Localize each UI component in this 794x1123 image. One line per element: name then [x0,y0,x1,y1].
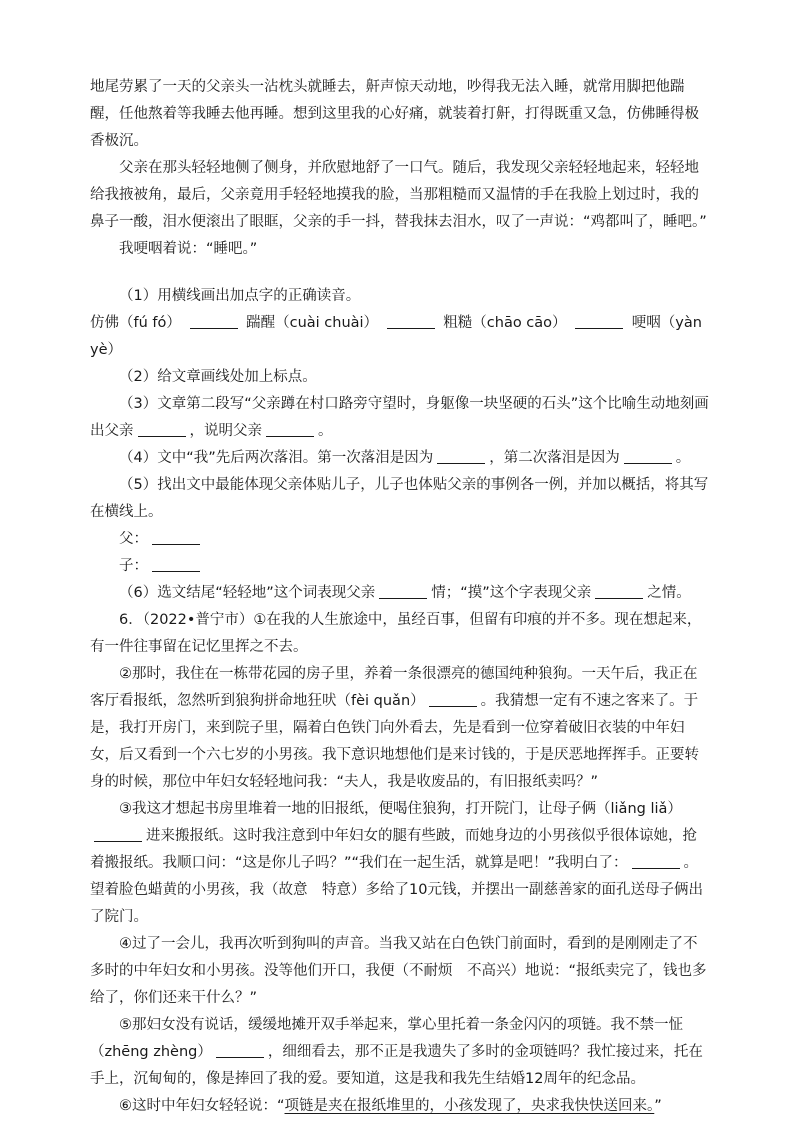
answer-blank[interactable] [266,422,314,437]
passage-paragraph-2: 父亲在那头轻轻地侧了侧身，并欣慰地舒了一口气。随后，我发现父亲轻轻地起来，轻轻地给我掖被角，最后，父亲竟用手轻轻地摸我的脸，当那粗糙而又温情的手在我脸上划过时，我的鼻子一酸，泪水便滚出了眼眶，父亲的手一抖，替我抹去泪水，叹了一声说：“鸡都叫了，睡吧。” [90,160,707,230]
item6-p2-text-b: 。我猜想一定有不速之客来了。于是，我打开房门，来到院子里，隔着白色铁门向外看去，先是看到一位穿着破旧衣装的中年妇女，后又看到一个六七岁的小男孩。我下意识地想他们是来讨钱的，于是厌恶地挥挥手。正要转身的时候，那位中年妇女轻轻地问我：“夫人，我是收废品的，有旧报纸卖吗？” [90,693,699,790]
option-cucao: 粗糙（chāo cāo） [443,315,567,331]
answer-blank[interactable] [429,692,477,707]
spacer [90,263,710,283]
question-3-text-a: （3）文章第二段写“父亲蹲在村口路旁守望时，身躯像一块坚硬的石头”这个比喻生动地刻画出父亲 [90,396,709,439]
answer-blank[interactable] [595,584,643,599]
document-page [90,74,710,1120]
item6-paragraph-4: ④过了一会儿，我再次听到狗叫的声音。当我又站在白色铁门前面时，看到的是刚刚走了不多时的中年妇女和小男孩。没等他们开口，我便（不耐烦 不高兴）地说：“报纸卖完了，钱也多给了，你们还来干什么？” [90,936,707,1006]
item6-p3-text-a: ③我这才想起书房里堆着一地的旧报纸，便喝住狼狗，打开院门，让母子俩（liǎng liǎ） [119,801,682,817]
answer-blank[interactable] [379,584,427,599]
father-label: 父： [119,531,148,547]
option-chuaixing: 踹醒（cuài chuài） [246,315,379,331]
option-fangfu: 仿佛（fú fó） [90,315,181,331]
answer-blank[interactable] [575,314,623,329]
item6-p5-text-b: ，细细看去，那不正是我遗失了多时的金项链吗？我忙接过来，托在手上，沉甸甸的，像是捧回了我的爱。要知道，这是我和我先生结婚12周年的纪念品。 [90,1044,703,1087]
son-label: 子： [119,558,148,574]
answer-blank[interactable] [190,314,238,329]
item6-p3-text-c: 。望着脸色蜡黄的小男孩，我（故意 特意）多给了10元钱，并摆出一副慈善家的面孔送母子俩出了院门。 [90,855,703,925]
question-5-father-line [90,526,710,553]
question-6 [90,580,710,607]
answer-blank[interactable] [94,827,142,842]
question-4-text-b: ，第二次落泪是因为 [489,450,620,466]
answer-blank[interactable] [138,422,186,437]
item6-paragraph-6 [90,1093,710,1120]
answer-blank[interactable] [152,557,200,572]
answer-blank[interactable] [387,314,435,329]
option-gengye: 哽咽（yàn yè） [90,315,702,358]
question-5-son-line [90,553,710,580]
item6-heading: 6．（2022•普宁市）①在我的人生旅途中，虽经百事，但留有印痕的并不多。现在想起来，有一件往事留在记忆里挥之不去。 [90,612,702,655]
answer-blank[interactable] [624,449,672,464]
answer-blank[interactable] [152,530,200,545]
underlined-sentence: 项链是夹在报纸堆里的，小孩发现了，央求我快快送回来。 [284,1098,655,1114]
item6-p2-text-a: ②那时，我住在一栋带花园的房子里，养着一条很漂亮的德国纯种狼狗。一天午后，我正在客厅看报纸，忽然听到狼狗拼命地狂吠（fèi quǎn） [90,666,698,709]
item6-p6-text-a: ⑥这时中年妇女轻轻说：“ [119,1098,285,1114]
question-4 [90,445,710,472]
question-1: （1）用横线画出加点字的正确读音。 [119,288,361,304]
item6-p5-text-a: ⑤那妇女没有说话，缓缓地摊开双手举起来，掌心里托着一条金闪闪的项链。我不禁一怔（zhēng zhèng） [90,1017,683,1060]
question-2: （2）给文章画线处加上标点。 [119,369,317,385]
question-6-text-c: 之情。 [647,585,691,601]
passage-paragraph-3: 我哽咽着说：“睡吧。” [119,241,258,257]
question-6-text-b: 情；“摸”这个字表现父亲 [431,585,592,601]
question-6-text-a: （6）选文结尾“轻轻地”这个词表现父亲 [119,585,376,601]
question-4-text-a: （4）文中“我”先后两次落泪。第一次落泪是因为 [119,450,434,466]
answer-blank[interactable] [632,854,680,869]
item6-paragraph-3 [90,796,710,931]
item6-paragraph-5 [90,1012,710,1093]
item6-p3-text-b: 进来搬报纸。这时我注意到中年妇女的腿有些跛，而她身边的小男孩似乎很体谅她，抢着搬报纸。我顺口问：“这是你儿子吗？”“我们在一起生活，就算是吧！”我明白了： [90,828,697,871]
question-4-end: 。 [675,450,691,466]
item6-paragraph-2 [90,661,710,796]
question-1-options [90,310,710,364]
passage-paragraph-1: 地尾劳累了一天的父亲头一沾枕头就睡去，鼾声惊天动地，吵得我无法入睡，就常用脚把他踹醒，任他熬着等我睡去他再睡。想到这里我的心好痛，就装着打鼾，打得既重又急，仿佛睡得极香极沉。 [90,79,699,149]
answer-blank[interactable] [216,1043,264,1058]
question-3-end: 。 [318,423,333,439]
question-3 [90,391,710,445]
question-5: （5）找出文中最能体现父亲体贴儿子，儿子也体贴父亲的事例各一例，并加以概括，将其写在横线上。 [90,477,709,520]
question-3-text-b: ，说明父亲 [189,423,262,439]
item6-p6-text-c: ” [654,1098,662,1114]
answer-blank[interactable] [437,449,485,464]
